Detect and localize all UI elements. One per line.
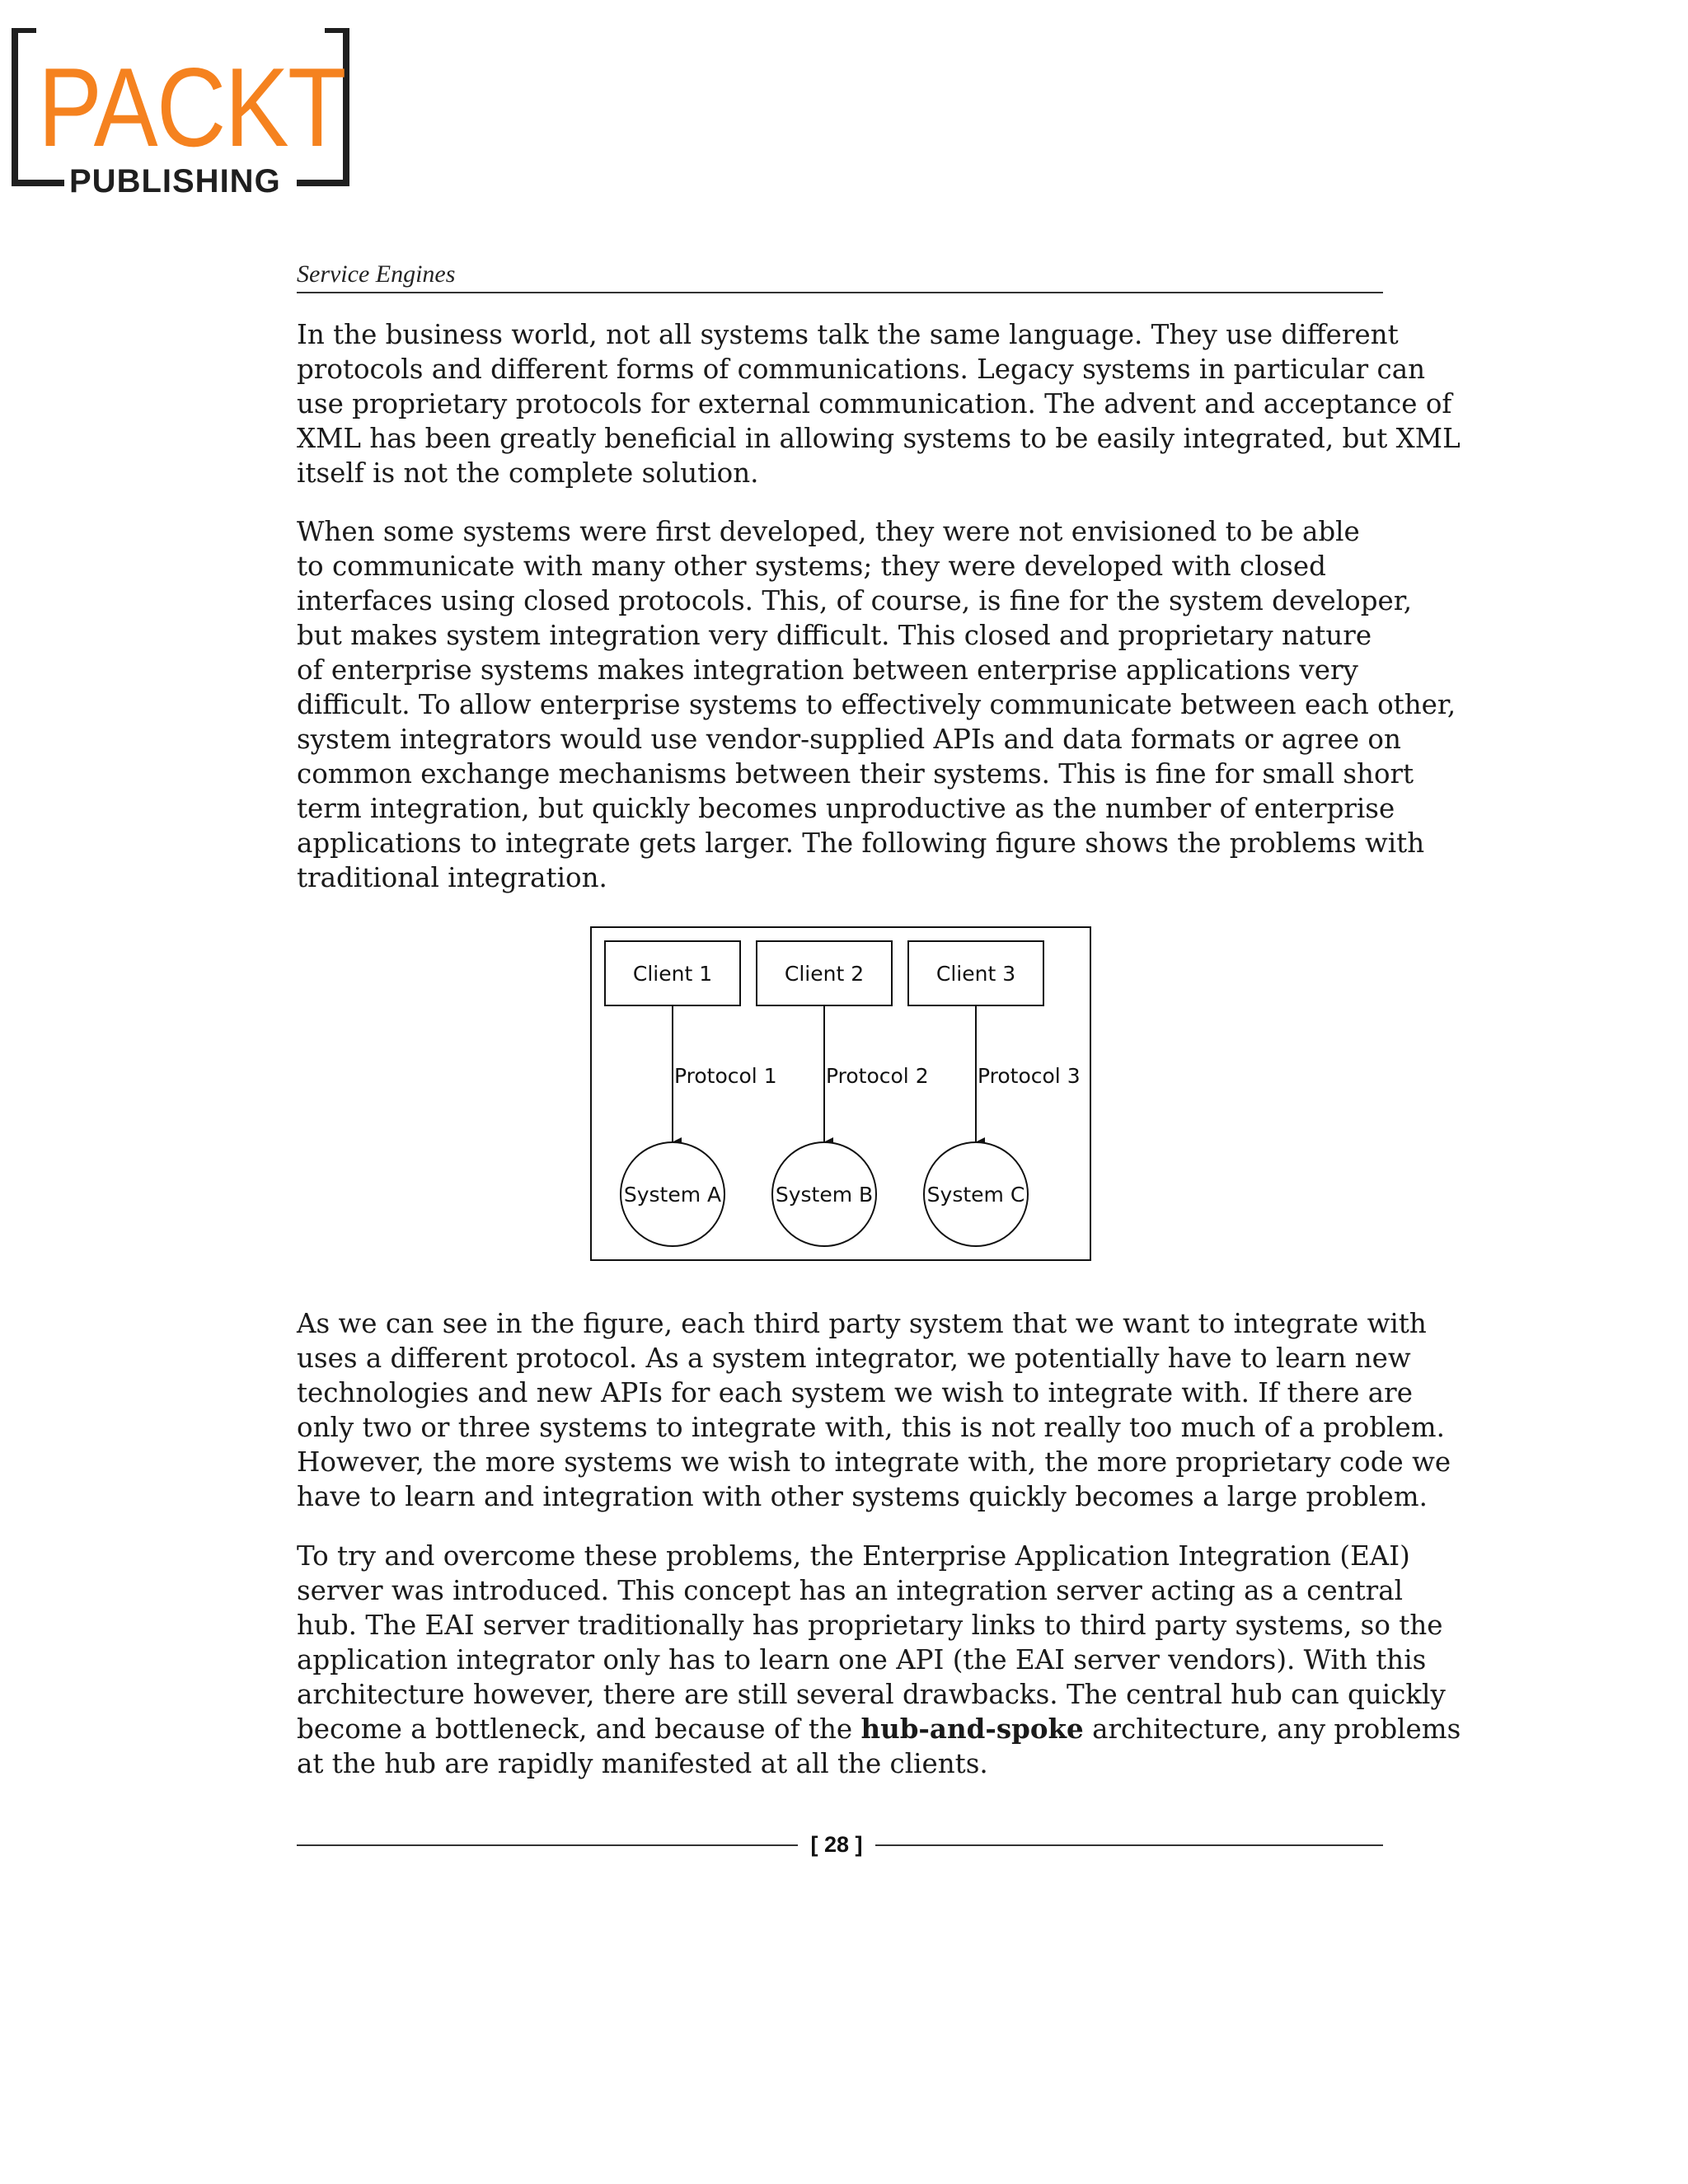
- text-line: common exchange mechanisms between their systems. This is fine for small short: [297, 758, 1414, 790]
- running-head: [297, 257, 1383, 293]
- text-line: XML has been greatly beneficial in allowing systems to be easily integrated, but XML: [297, 423, 1461, 454]
- text-line: itself is not the complete solution.: [297, 457, 759, 489]
- text-line: interfaces using closed protocols. This, of course, is fine for the system developer,: [297, 585, 1413, 616]
- text-line: term integration, but quickly becomes unproductive as the number of enterprise: [297, 793, 1395, 824]
- footer-rule-left: [297, 1844, 798, 1846]
- text-line: To try and overcome these problems, the Enterprise Application Integration (EAI): [297, 1540, 1410, 1572]
- page-footer: [297, 1828, 1383, 1861]
- publisher-logo: [12, 28, 349, 199]
- diagram-svg: [590, 926, 1091, 1261]
- text-line: server was introduced. This concept has an integration server acting as a central: [297, 1575, 1403, 1606]
- page-number: [ 28 ]: [810, 1832, 863, 1857]
- text-line: In the business world, not all systems talk the same language. They use different: [297, 319, 1399, 350]
- client-3-label: Client 3: [935, 962, 1016, 986]
- text-line: However, the more systems we wish to integrate with, the more proprietary code we: [297, 1446, 1451, 1478]
- system-c-label: System C: [926, 1183, 1025, 1207]
- paragraph-4: [297, 1539, 1461, 1781]
- text-line: technologies and new APIs for each system we wish to integrate with. If there are: [297, 1377, 1413, 1408]
- system-b-label: System B: [775, 1183, 874, 1207]
- text-line: have to learn and integration with other systems quickly becomes a large problem.: [297, 1481, 1428, 1512]
- text-line: system integrators would use vendor-supplied APIs and data formats or agree on: [297, 724, 1401, 755]
- text-line: difficult. To allow enterprise systems to effectively communicate between each other,: [297, 689, 1456, 720]
- text-line: of enterprise systems makes integration between enterprise applications very: [297, 654, 1358, 686]
- footer-rule-right: [875, 1844, 1383, 1846]
- text-line: only two or three systems to integrate with, this is not really too much of a problem.: [297, 1412, 1445, 1443]
- bold-term: hub-and-spoke: [860, 1713, 1084, 1745]
- chapter-title: Service Engines: [297, 260, 456, 288]
- text-line: uses a different protocol. As a system integrator, we potentially have to learn new: [297, 1343, 1411, 1374]
- client-1-label: Client 1: [632, 962, 713, 986]
- text-run: become a bottleneck, and because of the: [297, 1713, 861, 1745]
- text-line: applications to integrate gets larger. The following figure shows the problems with: [297, 827, 1425, 859]
- text-line: application integrator only has to learn one API (the EAI server vendors). With this: [297, 1644, 1427, 1675]
- client-2-label: Client 2: [784, 962, 865, 986]
- text-line: traditional integration.: [297, 862, 607, 893]
- integration-diagram: [590, 926, 1091, 1261]
- text-line: hub. The EAI server traditionally has proprietary links to third party systems, so the: [297, 1610, 1443, 1641]
- protocol-3-label: Protocol 3: [978, 1064, 1081, 1088]
- text-line-with-emphasis: [297, 1712, 1461, 1746]
- logo-wordmark: PACKT: [38, 45, 345, 170]
- text-line: architecture however, there are still several drawbacks. The central hub can quickly: [297, 1679, 1446, 1710]
- logo-subtitle: PUBLISHING: [69, 163, 281, 199]
- protocol-1-label: Protocol 1: [674, 1064, 777, 1088]
- text-line: When some systems were first developed, they were not envisioned to be able: [297, 516, 1360, 547]
- text-line: As we can see in the figure, each third party system that we want to integrate with: [297, 1308, 1427, 1339]
- protocol-2-label: Protocol 2: [826, 1064, 929, 1088]
- text-line: use proprietary protocols for external communication. The advent and acceptance of: [297, 388, 1452, 419]
- text-line: but makes system integration very difficult. This closed and proprietary nature: [297, 620, 1372, 651]
- text-run: architecture, any problems: [1083, 1713, 1461, 1745]
- text-line: at the hub are rapidly manifested at all the clients.: [297, 1748, 988, 1779]
- text-line: protocols and different forms of communications. Legacy systems in particular can: [297, 354, 1426, 385]
- system-a-label: System A: [623, 1183, 722, 1207]
- text-line: to communicate with many other systems; they were developed with closed: [297, 551, 1326, 582]
- paragraph-1: [297, 317, 1461, 490]
- paragraph-2: [297, 514, 1456, 895]
- paragraph-3: [297, 1306, 1451, 1514]
